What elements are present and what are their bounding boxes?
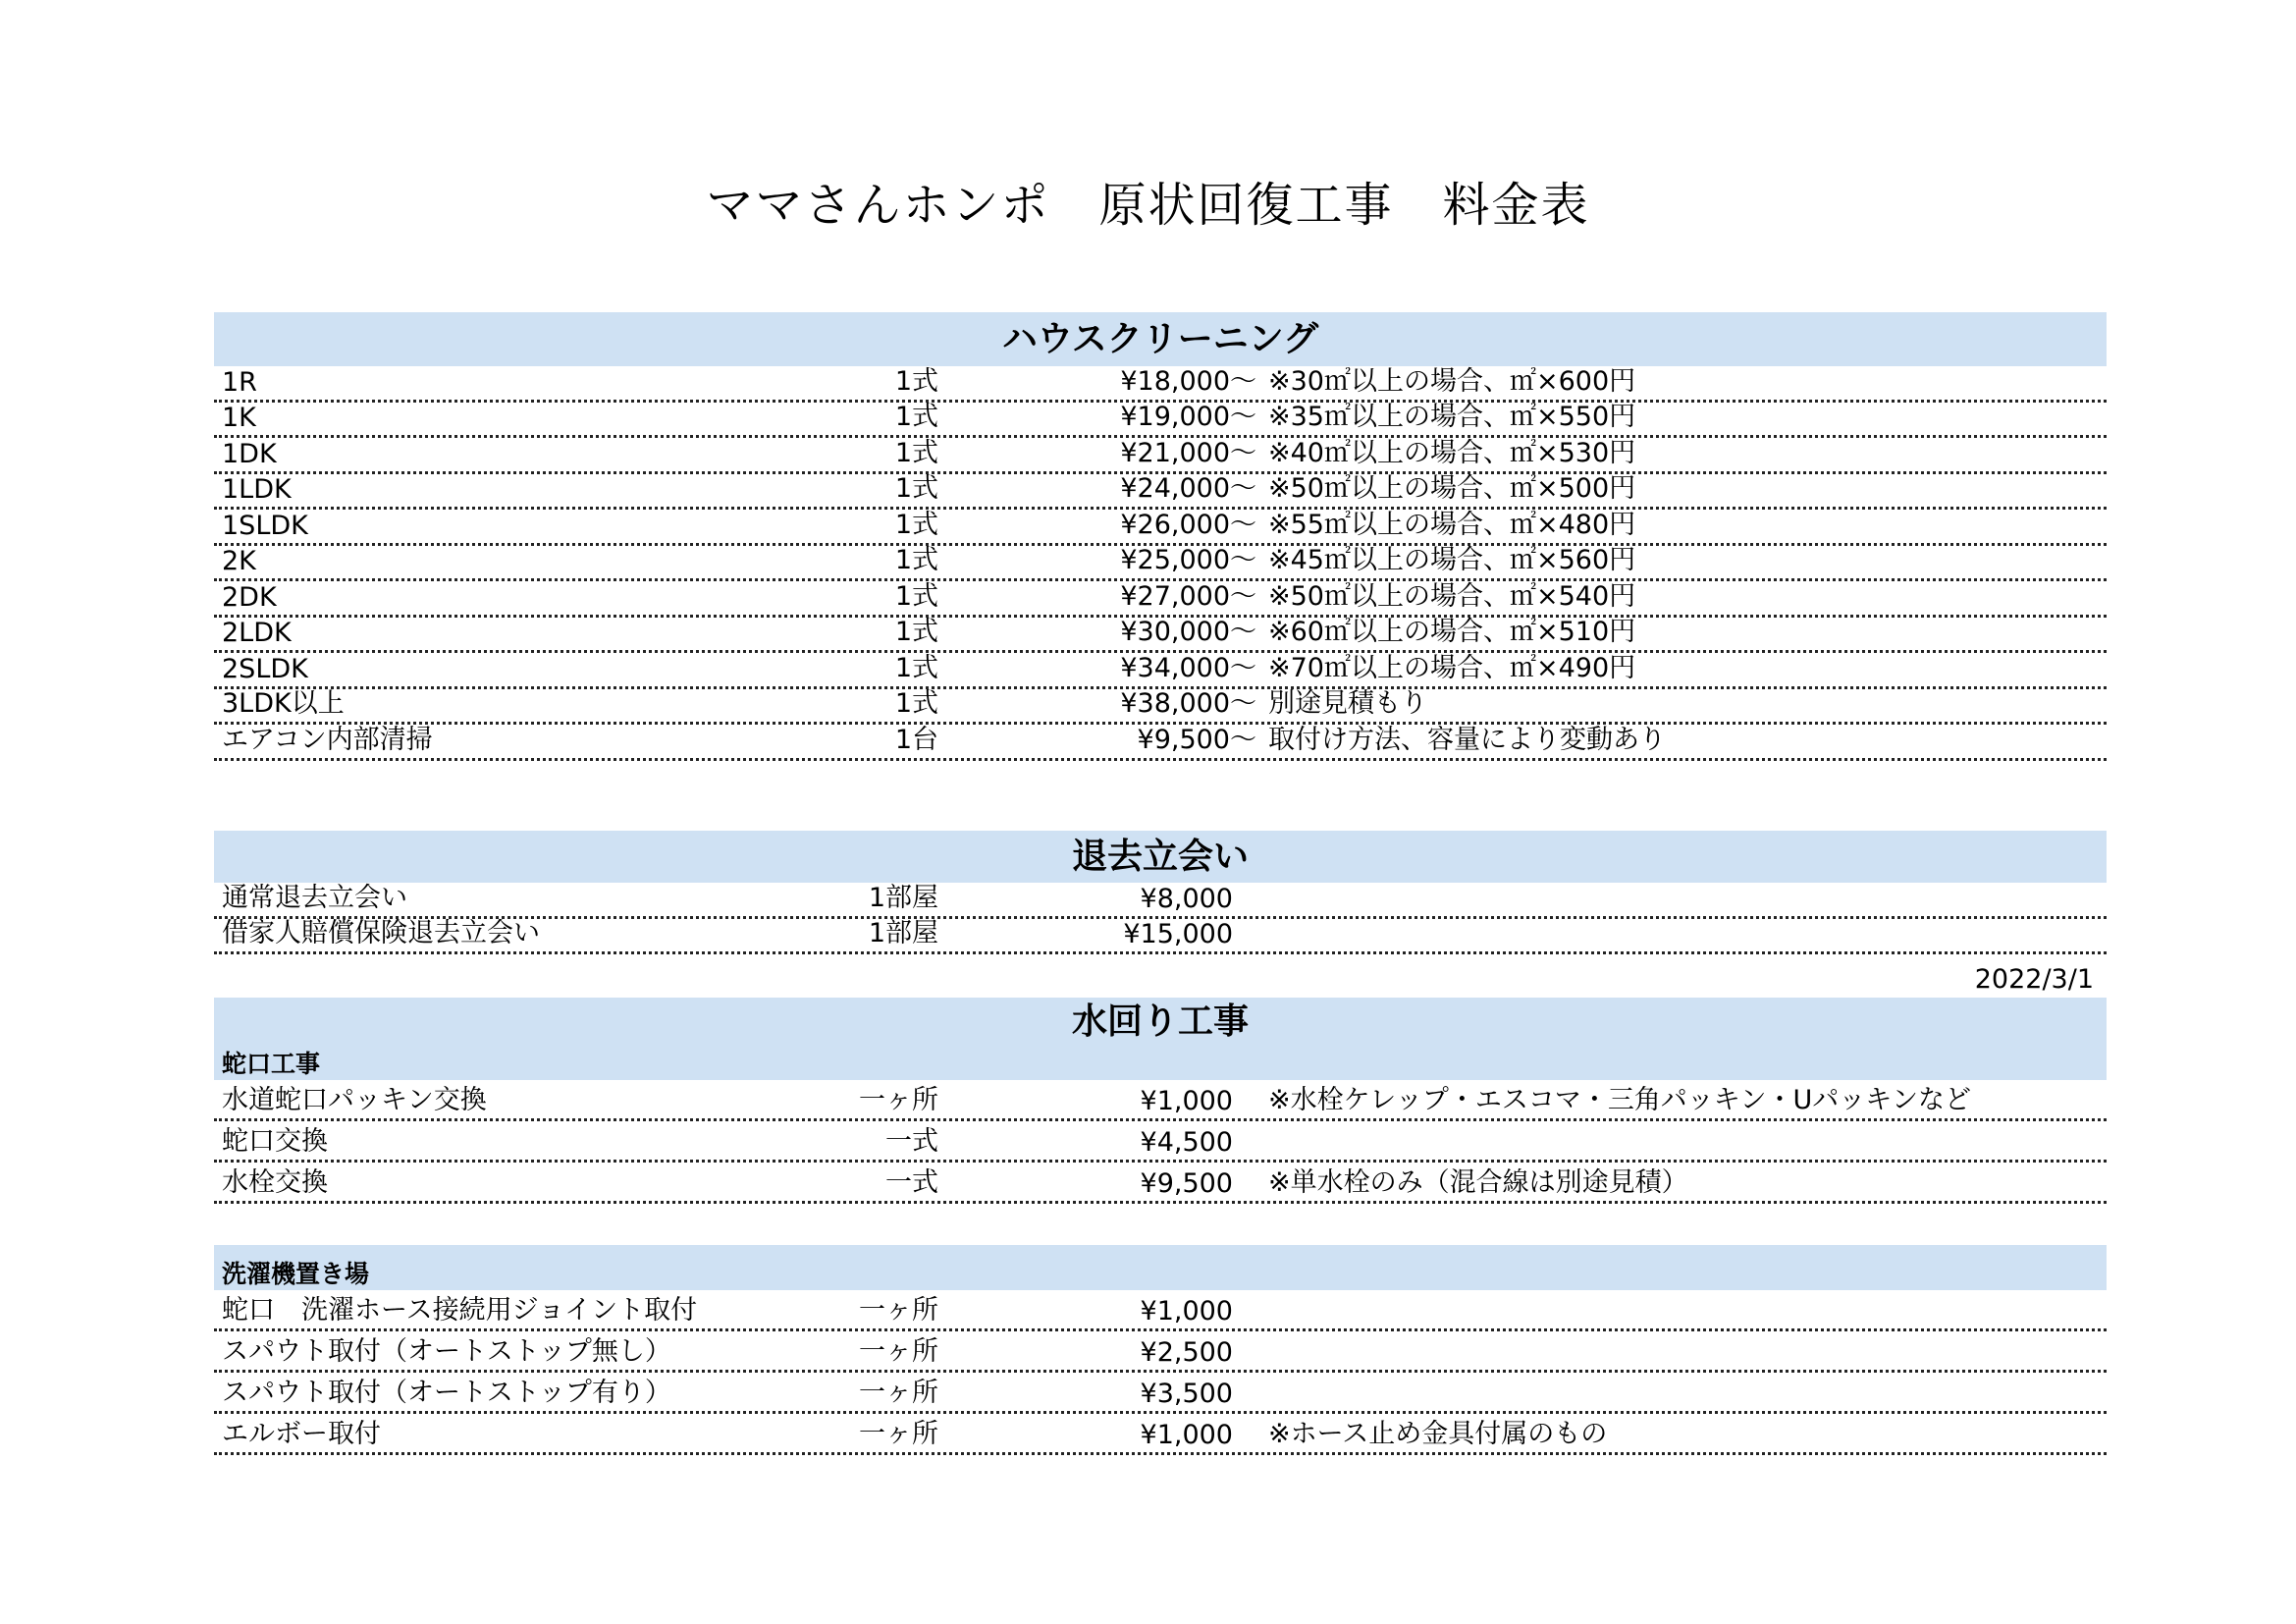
washer-header [214,1245,2107,1290]
item-note: ※45㎡以上の場合、㎡×560円 [1268,545,1636,575]
item-name: 2K [222,546,256,576]
item-name: 1DK [222,438,277,469]
faucet-list [214,1080,2107,1204]
item-unit: 1部屋 [868,882,938,913]
item-unit: 一ヶ所 [859,1295,938,1326]
item-unit: 一ヶ所 [859,1336,938,1367]
item-name: エルボー取付 [222,1419,381,1449]
item-price: ¥26,000～ [1120,509,1256,540]
house-cleaning-list [214,366,2107,761]
item-name: 借家人賠償保険退去立会い [222,918,540,948]
table-row [214,919,2107,955]
item-note: ※ホース止め金具付属のもの [1268,1419,1608,1449]
item-note: 別途見積もり [1268,688,1427,719]
item-unit: 一式 [885,1167,938,1198]
water-works-heading: 水回り工事 [1071,1001,1249,1042]
washer-list [214,1290,2107,1455]
item-price: ¥3,500 [1140,1379,1233,1409]
item-unit: 1式 [894,652,938,683]
table-row [214,1163,2107,1204]
item-unit: 一ヶ所 [859,1085,938,1115]
item-name: 1LDK [222,474,292,505]
item-price: ¥19,000～ [1120,402,1256,432]
item-name: 1K [222,403,256,433]
item-unit: 1式 [894,545,938,575]
table-row [214,1080,2107,1121]
move-out-heading: 退去立会い [1071,837,1249,877]
item-note: ※50㎡以上の場合、㎡×540円 [1268,580,1636,612]
item-name: 蛇口交換 [222,1126,328,1157]
item-unit: 1式 [894,688,938,719]
item-name: 通常退去立会い [222,882,407,913]
item-price: ¥4,500 [1140,1127,1233,1158]
item-price: ¥2,500 [1140,1337,1233,1368]
item-unit: 一式 [885,1126,938,1157]
item-name: 2LDK [222,618,292,648]
item-note: ※40㎡以上の場合、㎡×530円 [1268,437,1636,468]
item-note: ※55㎡以上の場合、㎡×480円 [1268,509,1636,540]
item-unit: 1式 [894,617,938,647]
item-price: ¥18,000～ [1120,365,1256,397]
item-name: 水道蛇口パッキン交換 [222,1085,487,1115]
item-price: ¥1,000 [1140,1086,1233,1116]
item-name: スパウト取付（オートストップ有り） [222,1378,671,1408]
item-name: 2SLDK [222,653,308,684]
item-price: ¥24,000～ [1120,473,1256,504]
item-price: ¥34,000～ [1120,652,1256,683]
item-note: ※35㎡以上の場合、㎡×550円 [1268,402,1636,432]
item-price: ¥9,500 [1140,1168,1233,1199]
item-price: ¥1,000 [1140,1420,1233,1450]
house-cleaning-heading: ハウスクリーニング [1001,319,1319,359]
item-name: 1SLDK [222,510,308,541]
table-row [214,1331,2107,1373]
item-price: ¥8,000 [1140,883,1233,914]
item-unit: 1部屋 [868,918,938,948]
item-unit: 1式 [894,402,938,432]
item-note: 取付け方法、容量により変動あり [1268,724,1666,755]
item-name: エアコン内部清掃 [222,724,433,755]
item-unit: 1式 [894,437,938,468]
issue-date: 2022/3/1 [1974,964,2094,995]
item-unit: 1式 [894,580,938,612]
item-price: ¥25,000～ [1120,545,1256,575]
item-name: スパウト取付（オートストップ無し） [222,1336,671,1367]
table-row [214,725,2107,761]
item-price: ¥27,000～ [1120,580,1256,612]
item-note: ※50㎡以上の場合、㎡×500円 [1268,473,1636,504]
item-note: ※水栓ケレップ・エスコマ・三角パッキン・Uパッキンなど [1268,1085,1972,1115]
item-note: ※70㎡以上の場合、㎡×490円 [1268,652,1636,683]
item-unit: 1式 [894,509,938,540]
table-row [214,1290,2107,1331]
item-price: ¥38,000～ [1120,688,1256,719]
item-unit: 一ヶ所 [859,1378,938,1408]
item-note: ※単水栓のみ（混合線は別途見積） [1268,1167,1688,1198]
item-name: 蛇口 洗濯ホース接続用ジョイント取付 [222,1295,698,1326]
water-works-header [214,998,2107,1080]
item-note: ※60㎡以上の場合、㎡×510円 [1268,617,1636,647]
table-row [214,1121,2107,1163]
item-price: ¥9,500～ [1137,724,1256,755]
item-unit: 1式 [894,473,938,504]
item-price: ¥1,000 [1140,1296,1233,1326]
item-name: 2DK [222,581,277,613]
move-out-list [214,883,2107,954]
item-name: 1R [222,366,257,398]
item-note: ※30㎡以上の場合、㎡×600円 [1268,365,1636,397]
item-price: ¥30,000～ [1120,617,1256,647]
page-title: ママさんホンポ 原状回復工事 料金表 [706,178,1590,233]
item-price: ¥15,000 [1123,919,1233,949]
item-unit: 一ヶ所 [859,1419,938,1449]
item-price: ¥21,000～ [1120,437,1256,468]
faucet-subheading: 蛇口工事 [222,1050,321,1078]
item-unit: 1式 [894,365,938,397]
move-out-header [214,831,2107,883]
washer-subheading: 洗濯機置き場 [222,1260,370,1288]
table-row [214,1414,2107,1455]
item-name: 水栓交換 [222,1167,328,1198]
item-unit: 1台 [894,724,938,755]
item-name: 3LDK以上 [222,688,345,719]
table-row [214,1373,2107,1414]
